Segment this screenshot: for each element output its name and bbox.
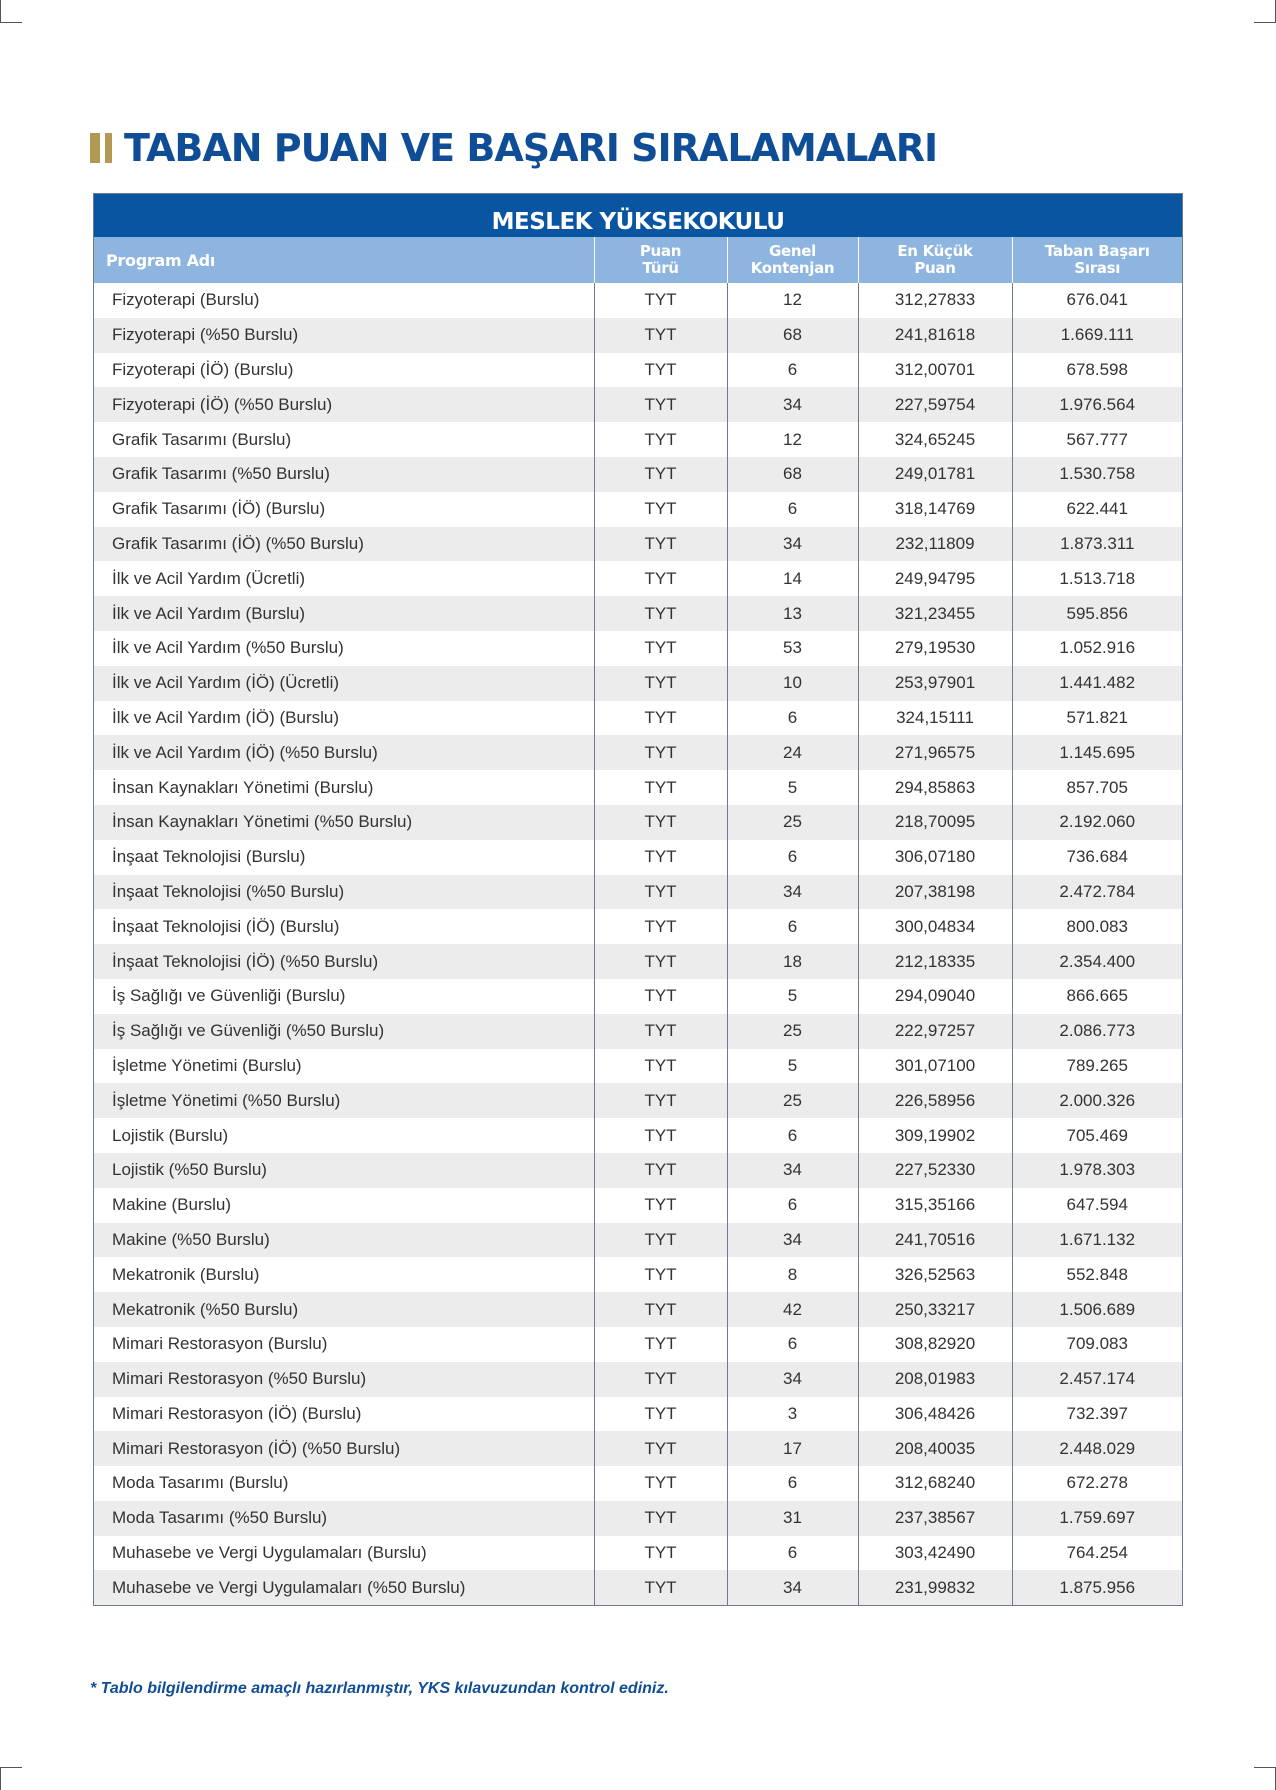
cell-en-kucuk-puan: 326,52563 (858, 1257, 1012, 1292)
cell-kontenjan: 34 (727, 527, 858, 562)
cell-kontenjan: 34 (727, 1362, 858, 1397)
table-row (94, 457, 1182, 492)
table-row (94, 353, 1182, 388)
cell-kontenjan: 14 (727, 561, 858, 596)
cell-program-name: Mimari Restorasyon (İÖ) (Burslu) (94, 1397, 594, 1432)
cell-kontenjan: 12 (727, 422, 858, 457)
cell-kontenjan: 18 (727, 944, 858, 979)
cell-puan-turu: TYT (594, 1570, 727, 1605)
table-row (94, 840, 1182, 875)
cell-en-kucuk-puan: 227,59754 (858, 387, 1012, 422)
title-block (90, 128, 937, 168)
table-row (94, 944, 1182, 979)
cell-basari-sirasi: 764.254 (1066, 1543, 1128, 1563)
cell-en-kucuk-puan: 300,04834 (858, 909, 1012, 944)
header-puan-turu: Puan Türü (594, 237, 727, 283)
table-row (94, 492, 1182, 527)
cell-puan-turu: TYT (594, 318, 727, 353)
table-row (94, 1014, 1182, 1049)
cell-puan-turu: TYT (594, 666, 727, 701)
cell-en-kucuk-puan: 249,94795 (858, 561, 1012, 596)
cell-kontenjan: 13 (727, 596, 858, 631)
table-row (94, 1083, 1182, 1118)
cell-kontenjan: 6 (727, 1466, 858, 1501)
cell-puan-turu: TYT (594, 1083, 727, 1118)
page-title: TABAN PUAN VE BAŞARI SIRALAMALARI (124, 126, 938, 170)
table-row (94, 875, 1182, 910)
cell-kontenjan: 8 (727, 1257, 858, 1292)
cell-kontenjan: 6 (727, 701, 858, 736)
crop-mark (1254, 1767, 1276, 1768)
table-row (94, 631, 1182, 666)
cell-en-kucuk-puan: 226,58956 (858, 1083, 1012, 1118)
header-program: Program Adı (94, 237, 594, 283)
cell-puan-turu: TYT (594, 1188, 727, 1223)
table-row (94, 561, 1182, 596)
cell-program-name: Fizyoterapi (Burslu) (94, 283, 594, 318)
cell-program-name: İş Sağlığı ve Güvenliği (Burslu) (94, 979, 594, 1014)
cell-puan-turu: TYT (594, 561, 727, 596)
cell-puan-turu: TYT (594, 1397, 727, 1432)
footnote: * Tablo bilgilendirme amaçlı hazırlanmıştır, YKS kılavuzundan kontrol ediniz. (90, 1680, 669, 1697)
cell-puan-turu: TYT (594, 1431, 727, 1466)
cell-basari-sirasi: 800.083 (1066, 916, 1128, 936)
cell-kontenjan: 6 (727, 1188, 858, 1223)
section-title: MESLEK YÜKSEKOKULU (94, 194, 1182, 237)
cell-en-kucuk-puan: 222,97257 (858, 1014, 1012, 1049)
cell-puan-turu: TYT (594, 1014, 727, 1049)
cell-program-name: Muhasebe ve Vergi Uygulamaları (%50 Burslu) (94, 1570, 594, 1605)
cell-basari-sirasi: 1.441.482 (1012, 666, 1182, 701)
cell-en-kucuk-puan: 227,52330 (858, 1153, 1012, 1188)
table-row (94, 1118, 1182, 1153)
table-row (94, 1327, 1182, 1362)
cell-basari-sirasi: 2.086.773 (1012, 1014, 1182, 1049)
cell-basari-sirasi: 2.448.029 (1012, 1431, 1182, 1466)
cell-basari-sirasi: 1.873.311 (1012, 527, 1182, 562)
cell-program-name: İnşaat Teknolojisi (İÖ) (%50 Burslu) (94, 944, 594, 979)
cell-program-name: İlk ve Acil Yardım (İÖ) (Ücretli) (94, 666, 594, 701)
cell-kontenjan: 6 (727, 1536, 858, 1571)
table-row (94, 805, 1182, 840)
cell-en-kucuk-puan: 250,33217 (858, 1292, 1012, 1327)
table-row (94, 596, 1182, 631)
table-row (94, 422, 1182, 457)
crop-mark (0, 1768, 1, 1790)
table-row (94, 909, 1182, 944)
cell-basari-sirasi: 2.472.784 (1012, 875, 1182, 910)
cell-program-name: İnşaat Teknolojisi (İÖ) (Burslu) (94, 909, 594, 944)
cell-en-kucuk-puan: 301,07100 (858, 1049, 1012, 1084)
cell-puan-turu: TYT (594, 631, 727, 666)
cell-kontenjan: 12 (727, 283, 858, 318)
cell-puan-turu: TYT (594, 735, 727, 770)
cell-basari-sirasi: 1.145.695 (1012, 735, 1182, 770)
cell-en-kucuk-puan: 279,19530 (858, 631, 1012, 666)
cell-program-name: İşletme Yönetimi (Burslu) (94, 1049, 594, 1084)
cell-puan-turu: TYT (594, 1118, 727, 1153)
cell-program-name: Grafik Tasarımı (%50 Burslu) (94, 457, 594, 492)
cell-basari-sirasi: 1.669.111 (1012, 318, 1182, 353)
cell-basari-sirasi: 678.598 (1066, 359, 1128, 379)
cell-puan-turu: TYT (594, 1257, 727, 1292)
cell-program-name: İlk ve Acil Yardım (%50 Burslu) (94, 631, 594, 666)
table-row (94, 666, 1182, 701)
cell-kontenjan: 34 (727, 1153, 858, 1188)
cell-kontenjan: 34 (727, 387, 858, 422)
table-row (94, 1362, 1182, 1397)
cell-kontenjan: 34 (727, 1223, 858, 1258)
cell-kontenjan: 25 (727, 1083, 858, 1118)
cell-kontenjan: 6 (727, 840, 858, 875)
cell-en-kucuk-puan: 306,48426 (858, 1397, 1012, 1432)
cell-puan-turu: TYT (594, 353, 727, 388)
cell-kontenjan: 31 (727, 1501, 858, 1536)
cell-basari-sirasi: 1.978.303 (1012, 1153, 1182, 1188)
cell-program-name: İş Sağlığı ve Güvenliği (%50 Burslu) (94, 1014, 594, 1049)
cell-puan-turu: TYT (594, 875, 727, 910)
table-header-row (94, 237, 1182, 283)
cell-basari-sirasi: 1.976.564 (1012, 387, 1182, 422)
cell-program-name: Lojistik (%50 Burslu) (94, 1153, 594, 1188)
table-row (94, 1431, 1182, 1466)
cell-puan-turu: TYT (594, 1501, 727, 1536)
table-row (94, 770, 1182, 805)
cell-basari-sirasi: 2.457.174 (1012, 1362, 1182, 1397)
cell-en-kucuk-puan: 249,01781 (858, 457, 1012, 492)
cell-puan-turu: TYT (594, 1466, 727, 1501)
results-table (94, 237, 1182, 1605)
cell-basari-sirasi: 709.083 (1066, 1334, 1128, 1354)
cell-en-kucuk-puan: 207,38198 (858, 875, 1012, 910)
cell-program-name: Lojistik (Burslu) (94, 1118, 594, 1153)
cell-kontenjan: 3 (727, 1397, 858, 1432)
header-basari-sirasi: Taban Başarı Sırası (1012, 237, 1182, 283)
cell-en-kucuk-puan: 308,82920 (858, 1327, 1012, 1362)
cell-program-name: İnsan Kaynakları Yönetimi (Burslu) (94, 770, 594, 805)
cell-puan-turu: TYT (594, 701, 727, 736)
cell-en-kucuk-puan: 318,14769 (858, 492, 1012, 527)
cell-program-name: Moda Tasarımı (%50 Burslu) (94, 1501, 594, 1536)
cell-basari-sirasi: 1.530.758 (1012, 457, 1182, 492)
cell-en-kucuk-puan: 208,40035 (858, 1431, 1012, 1466)
cell-kontenjan: 53 (727, 631, 858, 666)
cell-puan-turu: TYT (594, 1292, 727, 1327)
cell-en-kucuk-puan: 232,11809 (858, 527, 1012, 562)
cell-basari-sirasi: 732.397 (1066, 1403, 1128, 1423)
cell-en-kucuk-puan: 241,81618 (858, 318, 1012, 353)
cell-puan-turu: TYT (594, 1327, 727, 1362)
cell-puan-turu: TYT (594, 1362, 727, 1397)
cell-en-kucuk-puan: 294,09040 (858, 979, 1012, 1014)
cell-program-name: İlk ve Acil Yardım (Ücretli) (94, 561, 594, 596)
cell-en-kucuk-puan: 253,97901 (858, 666, 1012, 701)
table-row (94, 527, 1182, 562)
cell-basari-sirasi: 1.671.132 (1012, 1223, 1182, 1258)
cell-program-name: İlk ve Acil Yardım (İÖ) (%50 Burslu) (94, 735, 594, 770)
cell-program-name: İnşaat Teknolojisi (%50 Burslu) (94, 875, 594, 910)
header-kontenjan: Genel Kontenjan (727, 237, 858, 283)
cell-kontenjan: 34 (727, 875, 858, 910)
cell-kontenjan: 25 (727, 1014, 858, 1049)
cell-program-name: İnsan Kaynakları Yönetimi (%50 Burslu) (94, 805, 594, 840)
cell-basari-sirasi: 647.594 (1066, 1195, 1128, 1215)
cell-puan-turu: TYT (594, 944, 727, 979)
cell-kontenjan: 6 (727, 1118, 858, 1153)
table-row (94, 1397, 1182, 1432)
cell-puan-turu: TYT (594, 283, 727, 318)
cell-kontenjan: 10 (727, 666, 858, 701)
cell-program-name: Makine (Burslu) (94, 1188, 594, 1223)
cell-program-name: İnşaat Teknolojisi (Burslu) (94, 840, 594, 875)
cell-puan-turu: TYT (594, 979, 727, 1014)
table-row (94, 387, 1182, 422)
cell-en-kucuk-puan: 303,42490 (858, 1536, 1012, 1571)
cell-puan-turu: TYT (594, 596, 727, 631)
table-row (94, 1223, 1182, 1258)
cell-kontenjan: 5 (727, 1049, 858, 1084)
cell-en-kucuk-puan: 312,68240 (858, 1466, 1012, 1501)
cell-basari-sirasi: 622.441 (1066, 499, 1128, 519)
cell-basari-sirasi: 571.821 (1066, 707, 1128, 727)
cell-kontenjan: 6 (727, 1327, 858, 1362)
cell-puan-turu: TYT (594, 387, 727, 422)
cell-basari-sirasi: 672.278 (1066, 1473, 1128, 1493)
cell-basari-sirasi: 1.052.916 (1059, 638, 1136, 658)
cell-kontenjan: 6 (727, 909, 858, 944)
table-row (94, 1466, 1182, 1501)
cell-puan-turu: TYT (594, 422, 727, 457)
cell-en-kucuk-puan: 218,70095 (858, 805, 1012, 840)
cell-program-name: Mimari Restorasyon (Burslu) (94, 1327, 594, 1362)
cell-en-kucuk-puan: 315,35166 (858, 1188, 1012, 1223)
cell-puan-turu: TYT (594, 1049, 727, 1084)
cell-kontenjan: 6 (727, 492, 858, 527)
table-row (94, 1501, 1182, 1536)
cell-en-kucuk-puan: 237,38567 (858, 1501, 1012, 1536)
cell-puan-turu: TYT (594, 527, 727, 562)
table-row (94, 1292, 1182, 1327)
crop-mark (0, 0, 1, 22)
cell-program-name: Mimari Restorasyon (%50 Burslu) (94, 1362, 594, 1397)
crop-mark (1254, 22, 1276, 23)
cell-puan-turu: TYT (594, 492, 727, 527)
cell-basari-sirasi: 857.705 (1066, 777, 1128, 797)
crop-mark (0, 22, 22, 23)
cell-puan-turu: TYT (594, 457, 727, 492)
cell-program-name: Makine (%50 Burslu) (94, 1223, 594, 1258)
cell-basari-sirasi: 866.665 (1066, 986, 1128, 1006)
results-table-container (93, 193, 1183, 1606)
cell-basari-sirasi: 567.777 (1066, 429, 1128, 449)
table-row (94, 1536, 1182, 1571)
cell-puan-turu: TYT (594, 1536, 727, 1571)
table-row (94, 1257, 1182, 1292)
cell-basari-sirasi: 736.684 (1066, 847, 1128, 867)
cell-program-name: Mekatronik (%50 Burslu) (94, 1292, 594, 1327)
cell-kontenjan: 68 (727, 318, 858, 353)
cell-en-kucuk-puan: 309,19902 (858, 1118, 1012, 1153)
cell-kontenjan: 68 (727, 457, 858, 492)
cell-basari-sirasi: 1.875.956 (1012, 1570, 1182, 1605)
cell-program-name: Moda Tasarımı (Burslu) (94, 1466, 594, 1501)
cell-basari-sirasi: 2.354.400 (1012, 944, 1182, 979)
cell-basari-sirasi: 1.506.689 (1012, 1292, 1182, 1327)
cell-kontenjan: 25 (727, 805, 858, 840)
cell-en-kucuk-puan: 231,99832 (858, 1570, 1012, 1605)
cell-basari-sirasi: 1.759.697 (1012, 1501, 1182, 1536)
cell-basari-sirasi: 2.000.326 (1012, 1083, 1182, 1118)
cell-puan-turu: TYT (594, 840, 727, 875)
cell-puan-turu: TYT (594, 1223, 727, 1258)
cell-kontenjan: 17 (727, 1431, 858, 1466)
cell-basari-sirasi: 552.848 (1066, 1264, 1128, 1284)
cell-en-kucuk-puan: 212,18335 (858, 944, 1012, 979)
cell-program-name: Muhasebe ve Vergi Uygulamaları (Burslu) (94, 1536, 594, 1571)
cell-program-name: Fizyoterapi (İÖ) (Burslu) (94, 353, 594, 388)
cell-kontenjan: 5 (727, 770, 858, 805)
cell-program-name: Fizyoterapi (İÖ) (%50 Burslu) (94, 387, 594, 422)
title-bars-icon (90, 133, 112, 163)
cell-kontenjan: 24 (727, 735, 858, 770)
cell-program-name: Fizyoterapi (%50 Burslu) (94, 318, 594, 353)
cell-kontenjan: 42 (727, 1292, 858, 1327)
cell-en-kucuk-puan: 312,27833 (858, 283, 1012, 318)
table-row (94, 701, 1182, 736)
table-row (94, 1570, 1182, 1605)
cell-basari-sirasi: 595.856 (1012, 596, 1182, 631)
cell-program-name: İlk ve Acil Yardım (Burslu) (94, 596, 594, 631)
table-row (94, 979, 1182, 1014)
cell-kontenjan: 6 (727, 353, 858, 388)
cell-en-kucuk-puan: 306,07180 (858, 840, 1012, 875)
cell-basari-sirasi: 2.192.060 (1012, 805, 1182, 840)
cell-en-kucuk-puan: 324,65245 (858, 422, 1012, 457)
header-en-kucuk-puan: En Küçük Puan (858, 237, 1012, 283)
cell-en-kucuk-puan: 312,00701 (858, 353, 1012, 388)
cell-en-kucuk-puan: 321,23455 (858, 596, 1012, 631)
cell-program-name: Mekatronik (Burslu) (94, 1257, 594, 1292)
cell-en-kucuk-puan: 294,85863 (858, 770, 1012, 805)
cell-program-name: İşletme Yönetimi (%50 Burslu) (94, 1083, 594, 1118)
cell-en-kucuk-puan: 241,70516 (858, 1223, 1012, 1258)
table-row (94, 283, 1182, 318)
table-row (94, 1049, 1182, 1084)
table-row (94, 318, 1182, 353)
cell-program-name: Grafik Tasarımı (Burslu) (94, 422, 594, 457)
table-row (94, 1188, 1182, 1223)
crop-mark (0, 1767, 22, 1768)
cell-puan-turu: TYT (594, 805, 727, 840)
cell-basari-sirasi: 676.041 (1066, 290, 1128, 310)
cell-puan-turu: TYT (594, 1153, 727, 1188)
cell-basari-sirasi: 789.265 (1066, 1055, 1128, 1075)
cell-program-name: Grafik Tasarımı (İÖ) (Burslu) (94, 492, 594, 527)
cell-program-name: Mimari Restorasyon (İÖ) (%50 Burslu) (94, 1431, 594, 1466)
cell-en-kucuk-puan: 271,96575 (858, 735, 1012, 770)
cell-basari-sirasi: 705.469 (1066, 1125, 1128, 1145)
cell-basari-sirasi: 1.513.718 (1059, 568, 1136, 588)
cell-program-name: Grafik Tasarımı (İÖ) (%50 Burslu) (94, 527, 594, 562)
cell-en-kucuk-puan: 208,01983 (858, 1362, 1012, 1397)
cell-en-kucuk-puan: 324,15111 (858, 701, 1012, 736)
cell-puan-turu: TYT (594, 909, 727, 944)
cell-kontenjan: 34 (727, 1570, 858, 1605)
cell-program-name: İlk ve Acil Yardım (İÖ) (Burslu) (94, 701, 594, 736)
table-row (94, 1153, 1182, 1188)
table-row (94, 735, 1182, 770)
cell-puan-turu: TYT (594, 770, 727, 805)
cell-kontenjan: 5 (727, 979, 858, 1014)
